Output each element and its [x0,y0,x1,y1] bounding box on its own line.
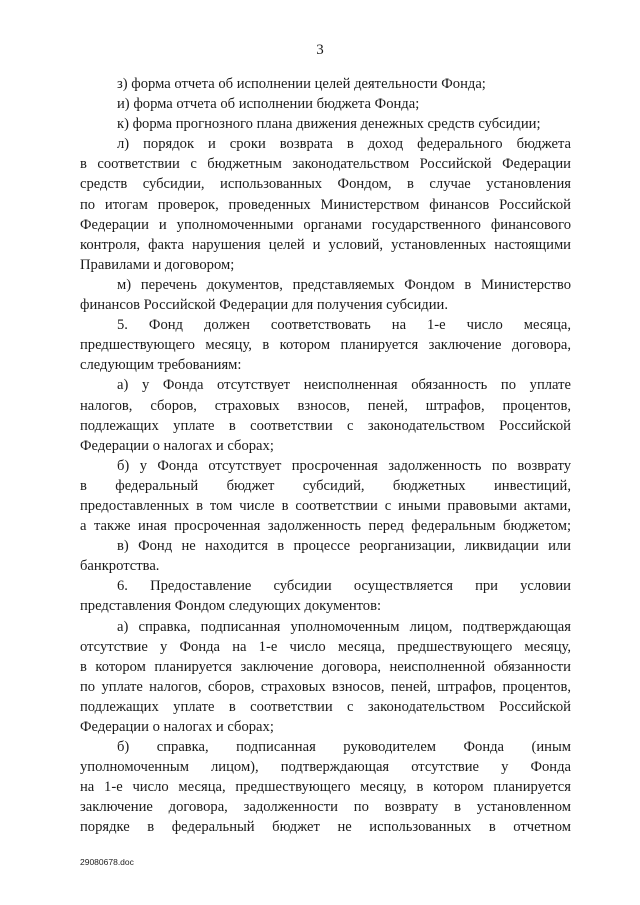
text-line: Федерации о налогах и сборах; [80,437,274,454]
text-line: Правилами и договором; [80,256,235,273]
text-line: подлежащих уплате в соответствии с законодательством Российской [80,417,571,434]
text-line: б) справка, подписанная руководителем Фонда (иным [117,739,571,756]
text-line: б) у Фонда отсутствует просроченная задолженность по возврату [117,457,571,474]
document-body [80,74,571,838]
text-line: предшествующего месяцу, в котором планируется заключение договора, [80,337,571,354]
text-line: к) форма прогнозного плана движения денежных средств субсидии; [117,116,541,133]
text-line: а) справка, подписанная уполномоченным лицом, подтверждающая [117,618,571,635]
text-line: в федеральный бюджет субсидий, бюджетных инвестиций, [80,477,571,494]
text-line: отсутствие у Фонда на 1-е число месяца, предшествующего месяцу, [80,638,571,655]
text-line: м) перечень документов, представляемых Фондом в Министерство [117,276,571,293]
text-line: 6. Предоставление субсидии осуществляется при условии [117,578,571,595]
text-line: в соответствии с бюджетным законодательством Российской Федерации [80,156,571,173]
text-line: заключение договора, задолженности по возврату в установленном [80,799,571,816]
text-line: средств субсидии, использованных Фондом, в случае установления [80,176,571,193]
text-line: в) Фонд не находится в процессе реорганизации, ликвидации или [117,538,571,555]
footer-filename: 29080678.doc [80,857,134,867]
text-line: на 1-е число месяца, предшествующего месяцу, в котором планируется [80,779,571,796]
text-line: з) форма отчета об исполнении целей деятельности Фонда; [117,76,486,92]
text-line: подлежащих уплате в соответствии с законодательством Российской [80,698,571,715]
text-line: банкротства. [80,558,160,575]
text-line: Федерации о налогах и сборах; [80,719,274,735]
text-line: Федерации и уполномоченными органами государственного финансового [80,216,571,233]
text-line: по итогам проверок, проведенных Министерством финансов Российской [80,196,571,213]
text-line: а) у Фонда отсутствует неисполненная обязанность по уплате [117,377,571,394]
text-line: уполномоченным лицом), подтверждающая отсутствие у Фонда [80,759,571,776]
text-line: в котором планируется заключение договора, неисполненной обязанности [80,658,571,675]
text-line: порядке в федеральный бюджет не использованных в отчетном [80,819,571,836]
text-line: 5. Фонд должен соответствовать на 1-е число месяца, [117,317,571,334]
text-line: налогов, сборов, страховых взносов, пеней, штрафов, процентов, [80,397,571,414]
page-number: 3 [316,42,324,58]
text-line: по уплате налогов, сборов, страховых взносов, пеней, штрафов, процентов, [80,678,571,695]
text-line: а также иная просроченная задолженность перед федеральным бюджетом; [80,518,571,535]
text-line: контроля, факта нарушения целей и условий, установленных настоящими [80,236,571,253]
text-line: и) форма отчета об исполнении бюджета Фонда; [117,96,420,113]
text-line: финансов Российской Федерации для получения субсидии. [80,297,448,314]
text-line: представления Фондом следующих документов: [80,598,382,615]
text-line: следующим требованиям: [80,357,242,374]
text-line: предоставленных в том числе в соответствии с иными правовыми актами, [80,497,571,514]
text-line: л) порядок и сроки возврата в доход федерального бюджета [117,136,571,153]
